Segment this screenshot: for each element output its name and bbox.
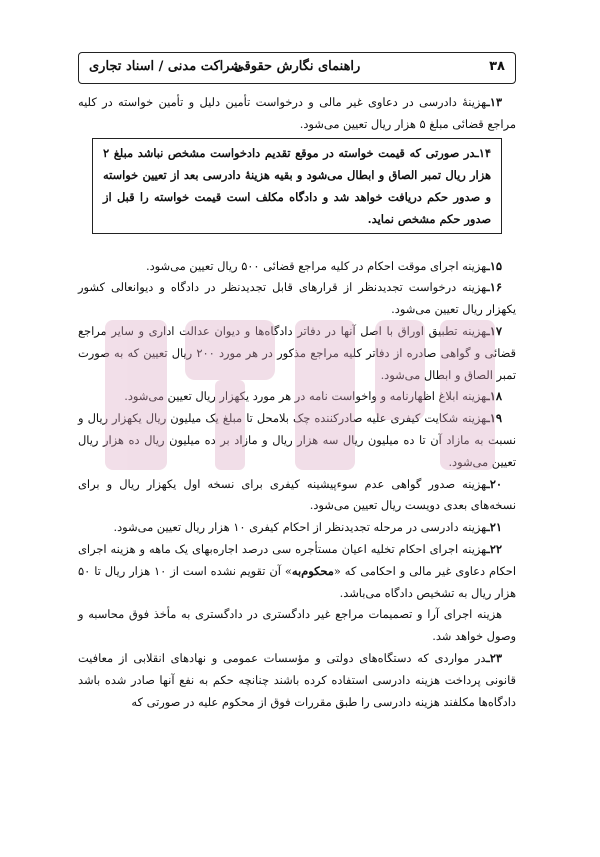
item-number: ۱۵ـ — [486, 258, 502, 273]
paragraph-text: در صورتی که قیمت خواسته در موقع تقدیم دادخواست مشخص نباشد مبلغ ۲ هزار ریال تمبر الصاق و ابطال می‌شود و بقیه هزینهٔ دادرسی بعد از تعیین خواسته و صدور حکم دریافت خواهد شد و دادگاه مکلف است قیمت خواسته را قبل از صدور حکم مشخص نماید. — [103, 145, 491, 226]
item-number: ۱۸ـ — [486, 389, 502, 404]
paragraph-21 — [78, 517, 516, 539]
item-number: ۱۶ـ — [486, 280, 502, 295]
paragraph-text: هزینه ابلاغ اظهارنامه و واخواست نامه در هر مورد یکهزار ریال تعیین می‌شود. — [124, 389, 487, 404]
paragraph-text: هزینه دادرسی در مرحله تجدیدنظر از احکام کیفری ۱۰ هزار ریال تعیین می‌شود. — [113, 520, 487, 535]
paragraph-15 — [78, 256, 516, 278]
bold-term: محکوم‌به — [291, 563, 334, 578]
running-header — [78, 52, 516, 84]
paragraph-text: هزینه درخواست تجدیدنظر از قرارهای قابل تجدیدنظر در دادگاه و دیوانعالی کشور یکهزار ریال تعیین می‌شود. — [78, 280, 516, 317]
item-number: ۱۴ـ — [475, 145, 491, 160]
paragraph-text: هزینه شکایت کیفری علیه صادرکننده چک بلامحل تا مبلغ یک میلیون ریال یکهزار ریال و نسبت به مازاد آن تا ده میلیون ریال سه هزار ریال و مازاد بر ده میلیون ریال ده هزار ریال تعیین می‌شود. — [78, 411, 516, 469]
paragraph-16 — [78, 277, 516, 321]
section-title: شراکت مدنی / اسناد تجاری — [89, 59, 242, 74]
paragraph-extra — [78, 604, 516, 648]
paragraph-13 — [78, 92, 516, 136]
paragraph-text: هزینه اجرای آرا و تصمیمات مراجع غیر دادگستری در دادگستری به مأخذ فوق محاسبه و وصول خواهد شد. — [78, 607, 516, 644]
paragraph-17 — [78, 321, 516, 386]
paragraph-20 — [78, 474, 516, 518]
item-number: ۲۱ـ — [486, 520, 502, 535]
paragraph-text: هزینه صدور گواهی عدم سوءپیشینه کیفری برای نسخه اول یکهزار ریال و برای نسخه‌های بعدی دویست ریال تعیین می‌شود. — [78, 476, 516, 513]
item-number: ۱۷ـ — [486, 323, 502, 338]
item-number: ۲۳ـ — [486, 650, 502, 665]
item-number: ۲۰ـ — [486, 476, 502, 491]
paragraph-18 — [78, 386, 516, 408]
paragraph-22 — [78, 539, 516, 604]
page-body — [78, 92, 516, 713]
paragraph-text: در مواردی که دستگاه‌های دولتی و مؤسسات عمومی و نهادهای انقلابی از معافیت قانونی پرداخت هزینه دادرسی استفاده کرده باشند چنانچه حکم به نفع آنها صادر شده باشد دادگاه‌ها مکلفند هزینه دادرسی را طبق مقررات فوق از محکوم علیه در صورتی که — [78, 650, 516, 709]
boxed-paragraph-14 — [92, 138, 502, 234]
item-number: ۱۳ـ — [486, 95, 502, 109]
paragraph-text: هزینه اجرای احکام تخلیه اعیان مستأجره سی درصد اجاره‌بهای یک ماهه و هزینه اجرای احکام دعاوی غیر مالی و احکامی که « — [78, 541, 516, 578]
paragraph-19 — [78, 408, 516, 473]
item-number: ۲۲ـ — [486, 541, 502, 556]
item-number: ۱۹ـ — [486, 411, 502, 426]
page-number: ۳۸ — [489, 59, 505, 74]
paragraph-text: » آن تقویم نشده است از ۱۰ هزار ریال تا ۵۰ هزار ریال به تشخیص دادگاه می‌باشد. — [78, 563, 516, 600]
paragraph-text: هزینه تطبیق اوراق با اصل آنها در دفاتر دادگاه‌ها و دیوان عدالت اداری و سایر مراجع قضائی و گواهی صادره از دفاتر کلیه مراجع مذکور در هر مورد ۲۰۰ ریال تعیین که به صورت تمبر الصاق و ابطال می‌شود. — [78, 323, 516, 382]
paragraph-23 — [78, 648, 516, 713]
book-title: راهنمای نگارش حقوقی — [233, 59, 361, 74]
paragraph-text: هزینهٔ دادرسی در دعاوی غیر مالی و درخواست تأمین دلیل و تأمین خواسته در کلیه مراجع قضائی مبلغ ۵ هزار ریال تعیین می‌شود. — [78, 95, 516, 131]
paragraph-text: هزینه اجرای موقت احکام در کلیه مراجع قضائی ۵۰۰ ریال تعیین می‌شود. — [145, 258, 487, 273]
